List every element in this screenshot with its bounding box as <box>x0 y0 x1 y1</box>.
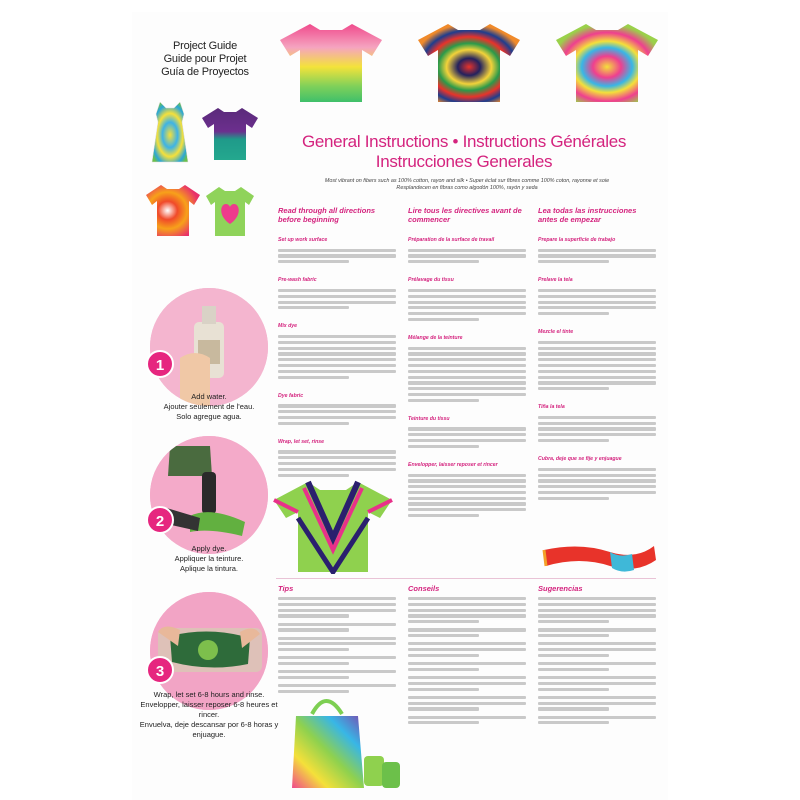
step-2-es: Aplique la tintura. <box>180 564 238 573</box>
en-para-1 <box>278 228 396 263</box>
en-para-4 <box>278 384 396 425</box>
heading-line-1: General Instructions • Instructions Générales <box>301 132 627 151</box>
es-para-2-heading: Prelave la tela <box>538 277 573 284</box>
step-2-badge: 2 <box>146 506 174 534</box>
fr-para-4-heading: Teinture du tissu <box>408 415 450 422</box>
fr-para-2-heading: Prélavage du tissu <box>408 277 454 284</box>
french-tips-title: Conseils <box>408 584 440 593</box>
fr-para-3 <box>408 326 526 402</box>
en-para-3-heading: Mix dye <box>278 323 298 330</box>
es-para-1 <box>538 228 656 263</box>
fr-para-5-heading: Envelopper, laisser reposer et rincer <box>408 461 498 468</box>
project-shirt-heart-thumbnail <box>204 184 256 238</box>
spanish-tips-title: Sugerencias <box>538 584 583 593</box>
bullseye-tie-dye-shirt-image <box>552 20 662 104</box>
fr-para-1 <box>408 228 526 263</box>
en-para-3 <box>278 314 396 378</box>
fr-para-3-heading: Mélange de la teinture <box>408 335 463 342</box>
project-shirt-orange-thumbnail <box>144 182 202 238</box>
es-para-4-heading: Tiña la tela <box>538 404 565 411</box>
tie-dye-tote-bag-image <box>286 692 406 792</box>
spiral-tie-dye-shirt-image <box>414 20 524 104</box>
step-2-text <box>134 544 284 574</box>
french-tips-column <box>408 584 526 727</box>
fiber-note-line-1: Most vibrant on fibers such as 100% cotton, rayon and silk • Super éclat sur fibres comme 100% coton, rayonne et soie <box>324 178 610 184</box>
project-shirt-purple-thumbnail <box>200 104 260 162</box>
english-column-title: Read through all directions before beginning <box>278 206 376 224</box>
step-3-es: Envuelva, deje descansar por 6-8 horas y enjuague. <box>139 720 279 739</box>
step-1-fr: Ajouter seulement de l'eau. <box>163 402 255 411</box>
en-para-2 <box>278 268 396 309</box>
step-3-text <box>134 690 284 740</box>
general-instructions-heading <box>284 132 644 172</box>
en-para-5 <box>278 430 396 477</box>
spanish-instructions-column <box>538 206 656 505</box>
en-para-2-heading: Pre-wash fabric <box>278 277 317 284</box>
guide-title-fr: Guide pour Projet <box>163 53 247 65</box>
fiber-note <box>292 178 642 192</box>
spanish-column-title: Lea todas las instrucciones antes de empezar <box>538 206 637 224</box>
fiber-note-line-2: Resplandecen en fibras como algodón 100%, rayón y seda <box>396 185 538 191</box>
project-dress-thumbnail <box>144 100 196 164</box>
es-para-4 <box>538 395 656 442</box>
step-1-photo <box>150 288 268 406</box>
step-2-photo <box>150 436 268 554</box>
es-para-2 <box>538 268 656 315</box>
step-3-badge: 3 <box>146 656 174 684</box>
spanish-tips-column <box>538 584 656 727</box>
en-para-4-heading: Dye fabric <box>278 392 304 399</box>
en-para-1-heading: Set up work surface <box>278 237 328 243</box>
english-tips-title: Tips <box>278 584 294 593</box>
es-para-1-heading: Prepare la superficie de trabajo <box>538 237 616 243</box>
english-instructions-column <box>278 206 396 482</box>
es-para-3-heading: Mezcle el tinte <box>538 329 574 336</box>
es-para-3 <box>538 320 656 390</box>
v-tie-dye-shirt-image <box>270 478 396 574</box>
english-tips-column <box>278 584 396 696</box>
es-para-5-heading: Cubra, deje que se fije y enjuague <box>538 456 622 463</box>
guide-title-en: Project Guide <box>172 40 238 52</box>
tie-dye-scarf-image <box>540 540 658 580</box>
fr-para-1-heading: Préparation de la surface de travail <box>408 237 495 243</box>
step-2-en: Apply dye. <box>191 544 227 553</box>
step-1-badge: 1 <box>146 350 174 378</box>
step-2-fr: Appliquer la teinture. <box>174 554 244 563</box>
es-para-5 <box>538 447 656 500</box>
step-3-fr: Envelopper, laisser reposer 6-8 heures et rincer. <box>140 700 278 719</box>
rainbow-stripe-shirt-image <box>276 20 386 104</box>
en-para-5-heading: Wrap, let set, rinse <box>278 438 325 445</box>
step-1-en: Add water. <box>191 392 227 401</box>
step-1-text <box>134 392 284 422</box>
guide-title-es: Guía de Proyectos <box>161 66 249 78</box>
french-instructions-column <box>408 206 526 522</box>
tips-divider <box>276 578 656 579</box>
step-3-en: Wrap, let set 6-8 hours and rinse. <box>153 690 265 699</box>
project-guide-title <box>150 40 260 79</box>
step-1-es: Solo agregue agua. <box>176 412 242 421</box>
fr-para-5 <box>408 453 526 517</box>
french-column-title: Lire tous les directives avant de commencer <box>408 206 522 224</box>
fr-para-4 <box>408 407 526 448</box>
fr-para-2 <box>408 268 526 321</box>
heading-line-2: Instrucciones Generales <box>375 152 553 171</box>
